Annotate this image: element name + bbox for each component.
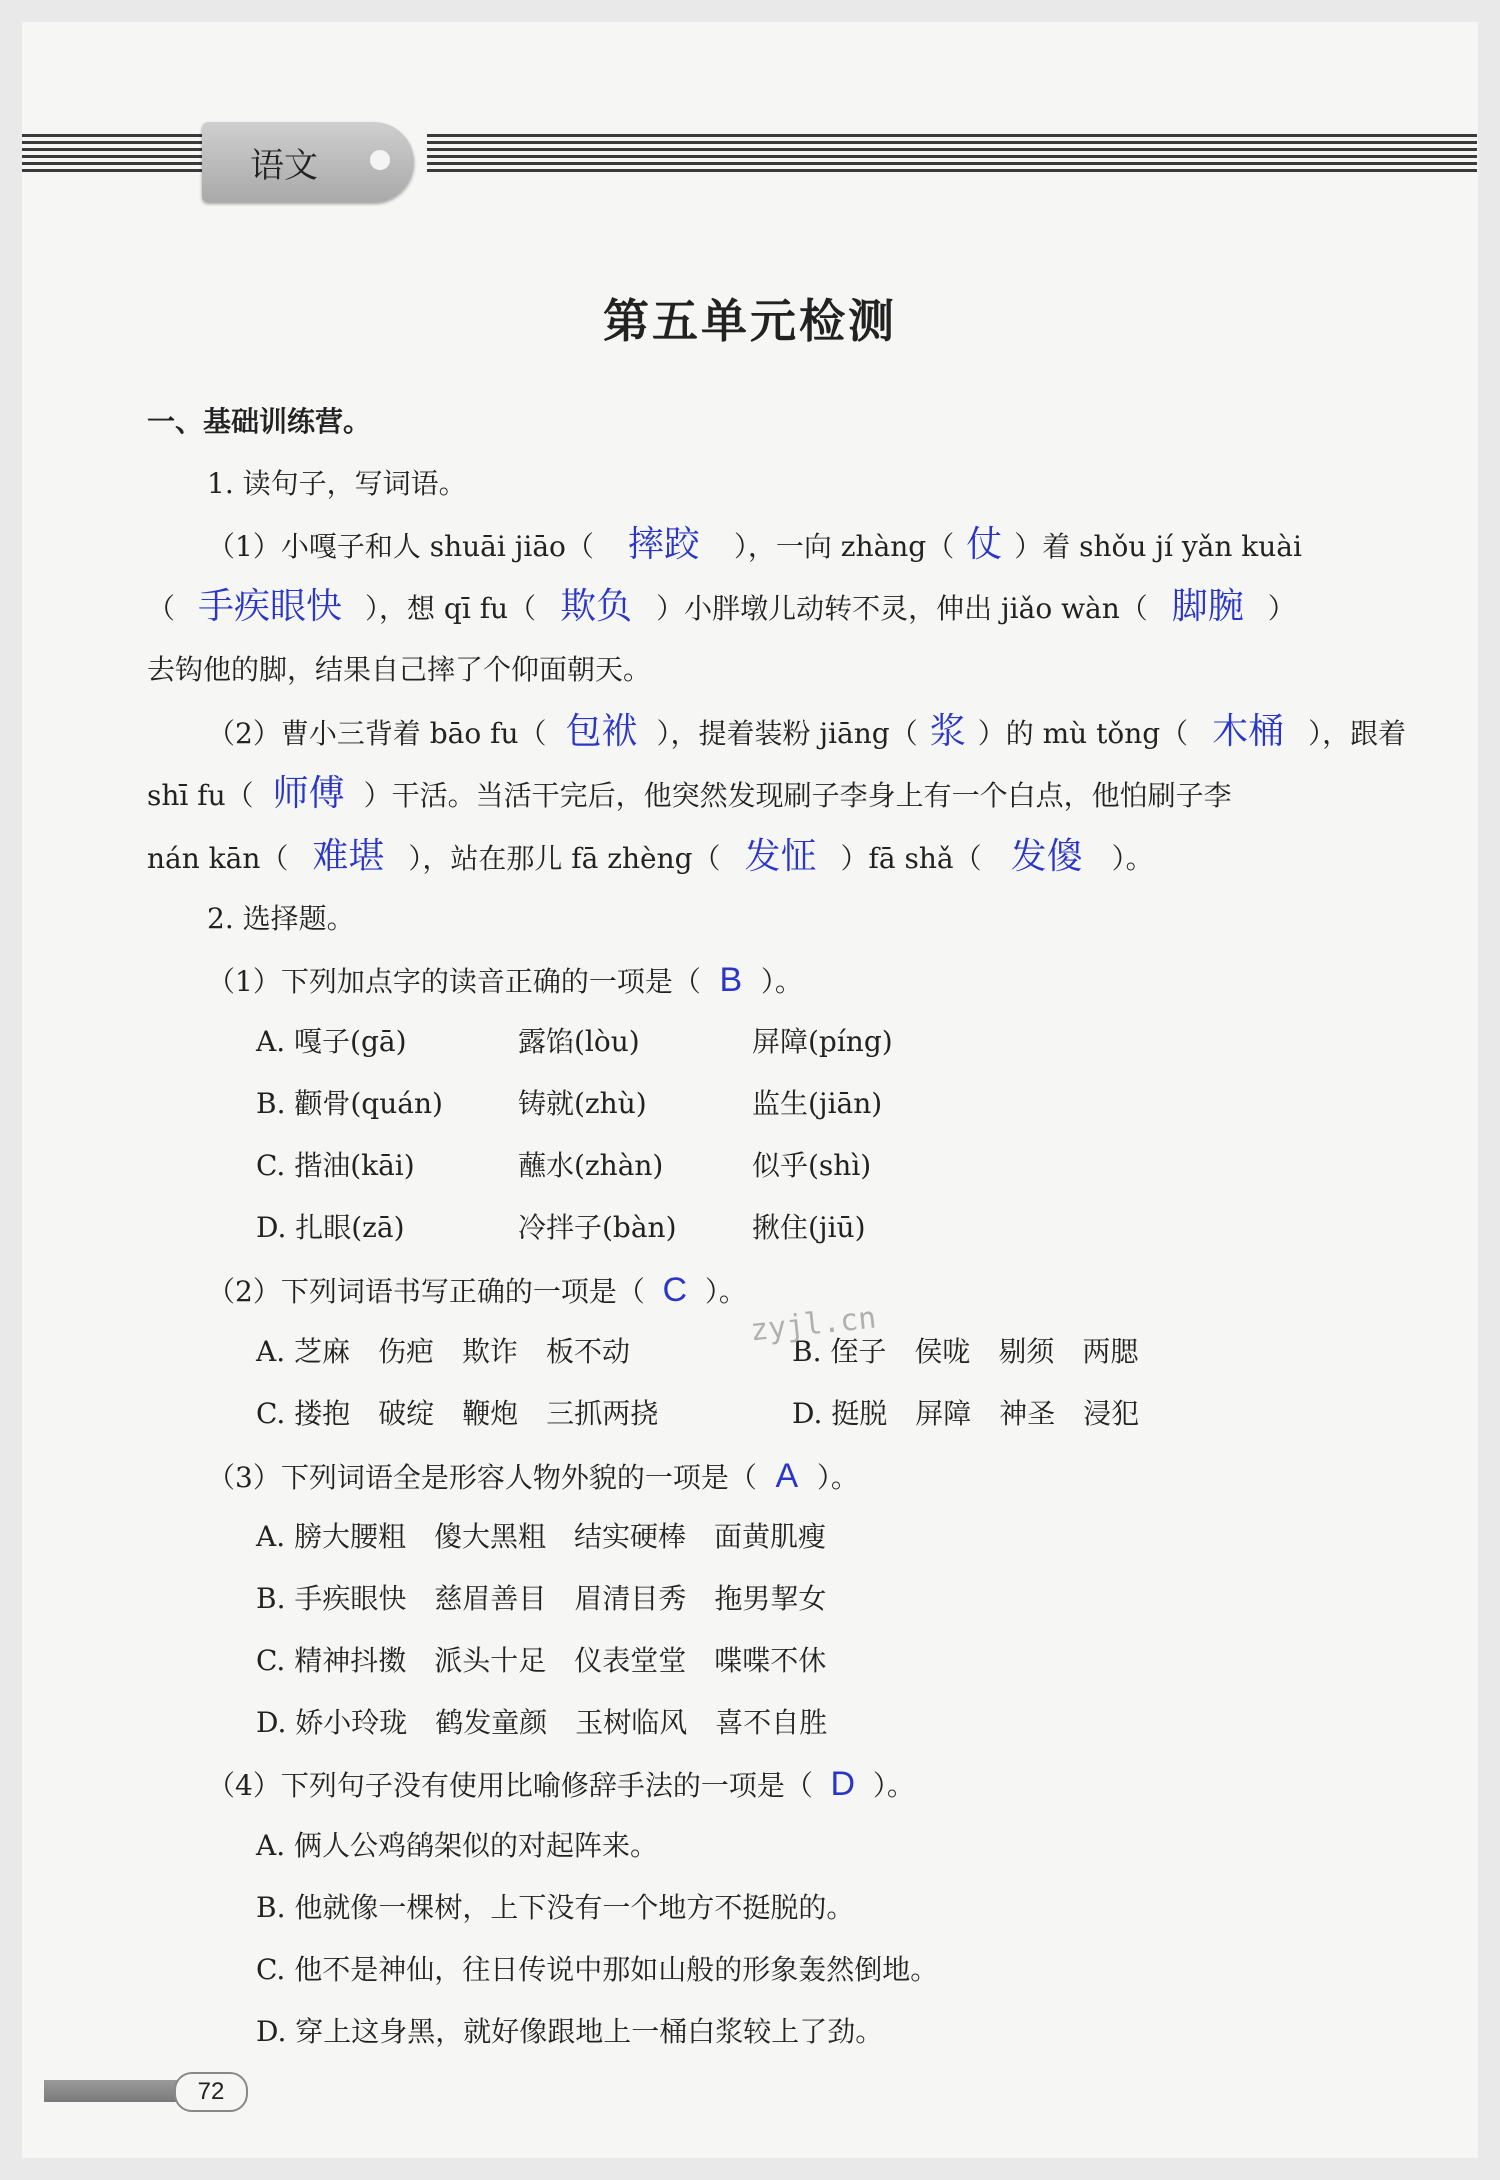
q1-1-line3: 去钩他的脚，结果自己摔了个仰面朝天。 bbox=[147, 653, 652, 686]
q1-1-line1: （1）小嘎子和人 shuāi jiāo（ 摔跤 ），一向 zhàng（ 仗 ）着 shǒu jí yǎn kuài bbox=[207, 524, 1302, 565]
q2-2-option-a: A. 芝麻 伤疤 欺诈 板不动 bbox=[256, 1335, 631, 1368]
q1-1-line2: （ 手疾眼快 ），想 qī fu（ 欺负 ）小胖墩儿动转不灵，伸出 jiǎo wàn（ 脚腕 ） bbox=[147, 586, 1296, 627]
q2-1-row-c2: 蘸水(zhàn) bbox=[518, 1149, 664, 1182]
q2-2-option-c: C. 搂抱 破绽 鞭炮 三抓两挠 bbox=[256, 1397, 659, 1430]
q2-3-option-a: A. 膀大腰粗 傻大黑粗 结实硬棒 面黄肌瘦 bbox=[256, 1520, 827, 1553]
q1-2-line3: nán kān（ 难堪 ），站在那儿 fā zhèng（ 发怔 ）fā shǎ（ 发傻 ）。 bbox=[147, 836, 1154, 877]
answer-zhang: 仗 bbox=[966, 524, 1003, 565]
q2-1-row-d2: 冷拌子(bàn) bbox=[518, 1211, 677, 1244]
watermark: zyjl.cn bbox=[748, 1300, 878, 1349]
q2-2-option-d: D. 挺脱 屏障 神圣 浸犯 bbox=[792, 1397, 1140, 1430]
q1-2-line1: （2）曹小三背着 bāo fu（ 包袱 ），提着装粉 jiāng（ 浆 ）的 mù tǒng（ 木桶 ），跟着 bbox=[207, 711, 1407, 752]
page-number: 72 bbox=[174, 2072, 248, 2112]
q2-1-row-d1: D. 扎眼(zā) bbox=[256, 1211, 405, 1244]
q2-4-option-c: C. 他不是神仙，往日传说中那如山般的形象轰然倒地。 bbox=[256, 1953, 939, 1986]
q2-1-row-b1: B. 颧骨(quán) bbox=[256, 1087, 443, 1120]
header-rule-left bbox=[22, 134, 212, 172]
page-number-bar bbox=[44, 2080, 184, 2102]
q2-3-stem: （3）下列词语全是形容人物外貌的一项是（ A ）。 bbox=[207, 1457, 859, 1495]
q2-1-row-d3: 揪住(jiū) bbox=[752, 1211, 866, 1244]
answer-shifu: 师傅 bbox=[272, 773, 345, 814]
subject-label: 语文 bbox=[250, 146, 318, 186]
question-1-label: 1. 读句子，写词语。 bbox=[207, 467, 467, 500]
answer-qifu: 欺负 bbox=[560, 586, 633, 627]
q1-2-line2: shī fu（ 师傅 ）干活。当活干完后，他突然发现刷子李身上有一个白点，他怕刷子李 bbox=[147, 773, 1232, 814]
subject-tab bbox=[202, 122, 414, 202]
answer-q2-4: D bbox=[830, 1765, 856, 1803]
q2-2-stem: （2）下列词语书写正确的一项是（ C ）。 bbox=[207, 1271, 747, 1309]
q2-3-option-c: C. 精神抖擞 派头十足 仪表堂堂 喋喋不休 bbox=[256, 1644, 827, 1677]
answer-baofu: 包袱 bbox=[565, 711, 638, 752]
q2-1-stem: （1）下列加点字的读音正确的一项是（ B ）。 bbox=[207, 961, 803, 999]
q2-1-row-a1: A. 嘎子(gā) bbox=[256, 1025, 407, 1058]
q2-4-stem: （4）下列句子没有使用比喻修辞手法的一项是（ D ）。 bbox=[207, 1765, 915, 1803]
answer-mutong: 木桶 bbox=[1212, 711, 1285, 752]
question-2-label: 2. 选择题。 bbox=[207, 902, 355, 935]
q2-1-row-b3: 监生(jiān) bbox=[752, 1087, 883, 1120]
answer-fazheng: 发怔 bbox=[744, 836, 817, 877]
q2-1-row-c1: C. 揩油(kāi) bbox=[256, 1149, 415, 1182]
q2-3-option-d: D. 娇小玲珑 鹤发童颜 玉树临风 喜不自胜 bbox=[256, 1706, 828, 1739]
answer-shuaijiao: 摔跤 bbox=[627, 524, 700, 565]
tab-hole-icon bbox=[370, 150, 390, 170]
workbook-page bbox=[22, 22, 1478, 2158]
answer-q2-3: A bbox=[775, 1457, 799, 1495]
q2-3-option-b: B. 手疾眼快 慈眉善目 眉清目秀 拖男挈女 bbox=[256, 1582, 827, 1615]
answer-q2-1: B bbox=[719, 961, 743, 999]
q2-4-option-a: A. 俩人公鸡鹐架似的对起阵来。 bbox=[256, 1829, 659, 1862]
answer-shoujiyankuai: 手疾眼快 bbox=[198, 586, 343, 627]
q2-1-row-a3: 屏障(píng) bbox=[752, 1025, 893, 1058]
section-heading: 一、基础训练营。 bbox=[147, 405, 372, 438]
q2-4-option-d: D. 穿上这身黑，就好像跟地上一桶白浆较上了劲。 bbox=[256, 2015, 884, 2048]
q2-2-option-b: B. 侄子 侯咙 剔须 两腮 bbox=[792, 1335, 1139, 1368]
q2-1-row-c3: 似乎(shì) bbox=[752, 1149, 872, 1182]
q2-1-row-b2: 铸就(zhù) bbox=[518, 1087, 647, 1120]
q2-1-row-a2: 露馅(lòu) bbox=[518, 1025, 640, 1058]
page-title: 第五单元检测 bbox=[603, 294, 897, 348]
answer-nankan: 难堪 bbox=[312, 836, 385, 877]
header-rule-right bbox=[427, 134, 1477, 172]
answer-fasha: 发傻 bbox=[1010, 836, 1083, 877]
answer-jiaowan: 脚腕 bbox=[1171, 586, 1244, 627]
answer-q2-2: C bbox=[662, 1271, 688, 1309]
q2-4-option-b: B. 他就像一棵树，上下没有一个地方不挺脱的。 bbox=[256, 1891, 855, 1924]
answer-jiang: 浆 bbox=[929, 711, 966, 752]
